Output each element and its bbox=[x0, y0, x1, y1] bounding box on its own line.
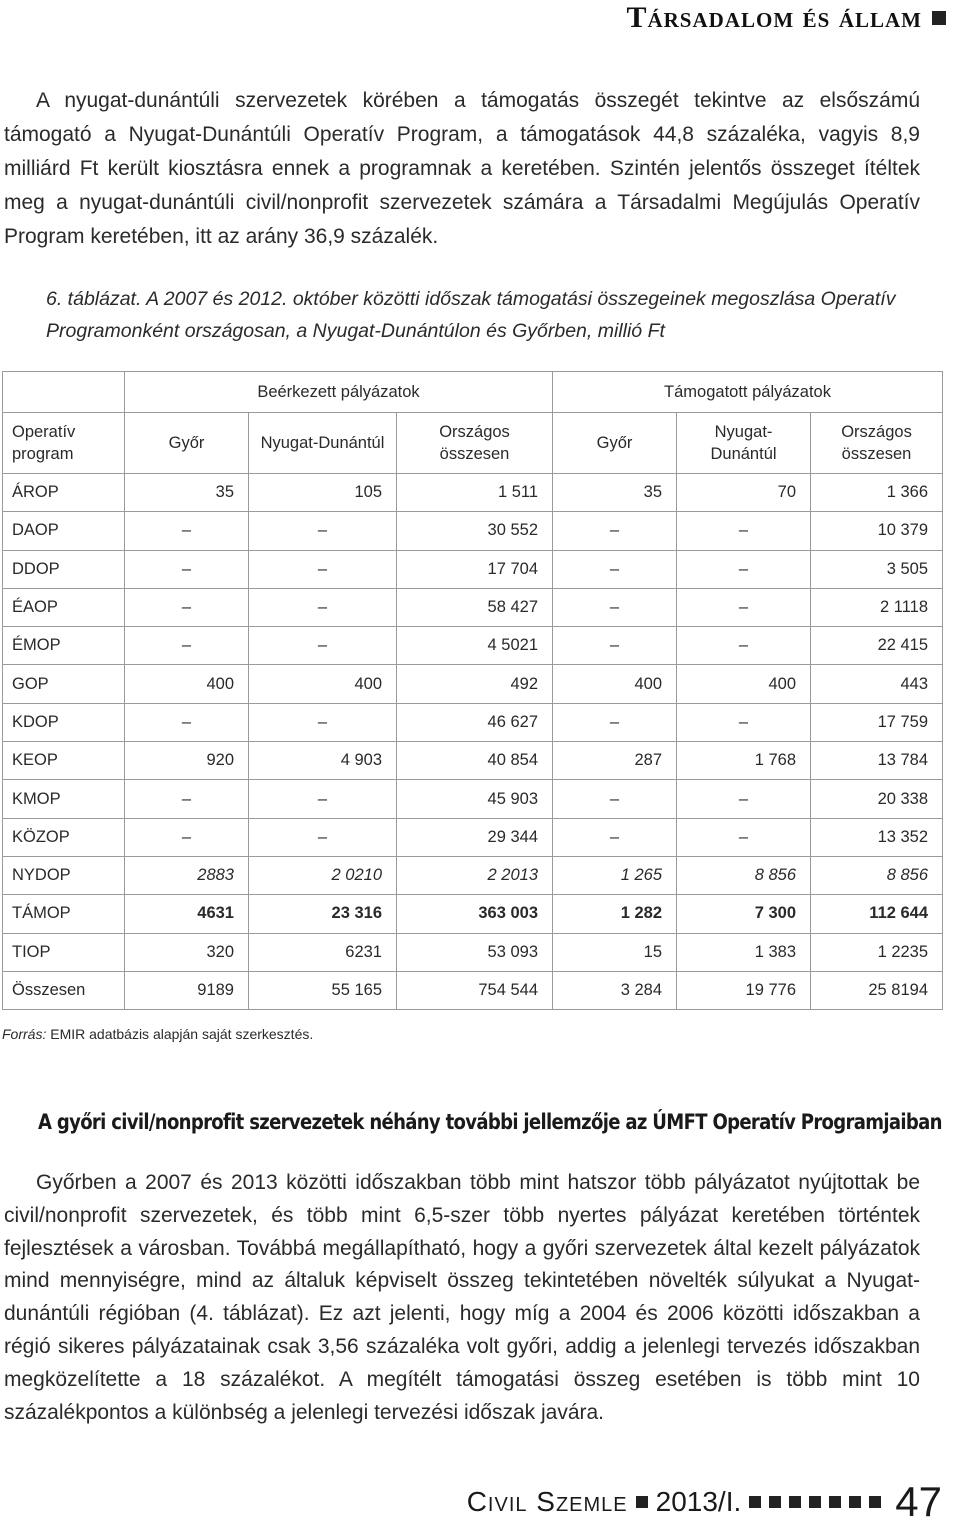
value-cell: 1 265 bbox=[553, 856, 677, 894]
value-cell: 20 338 bbox=[811, 780, 943, 818]
table-row bbox=[3, 856, 943, 894]
program-name-cell: TIOP bbox=[3, 933, 125, 971]
value-cell: 6231 bbox=[249, 933, 397, 971]
value-cell: – bbox=[677, 703, 811, 741]
value-cell: – bbox=[553, 512, 677, 550]
value-cell: – bbox=[677, 512, 811, 550]
value-cell: 17 704 bbox=[397, 550, 553, 588]
square-bullet-icon bbox=[636, 1496, 648, 1508]
value-cell: 754 544 bbox=[397, 971, 553, 1009]
intro-paragraph bbox=[4, 84, 920, 254]
value-cell: 35 bbox=[125, 474, 249, 512]
value-cell: 1 366 bbox=[811, 474, 943, 512]
column-header: Országos összesen bbox=[397, 413, 553, 474]
value-cell: 492 bbox=[397, 665, 553, 703]
issue-number: 2013/I. bbox=[655, 1486, 742, 1517]
value-cell: – bbox=[249, 627, 397, 665]
column-header: Győr bbox=[125, 413, 249, 474]
value-cell: – bbox=[125, 703, 249, 741]
column-header: Győr bbox=[553, 413, 677, 474]
value-cell: 2883 bbox=[125, 856, 249, 894]
value-cell: 2 1118 bbox=[811, 588, 943, 626]
page-footer bbox=[467, 1480, 942, 1524]
value-cell: – bbox=[677, 588, 811, 626]
value-cell: 19 776 bbox=[677, 971, 811, 1009]
value-cell: – bbox=[125, 780, 249, 818]
section-heading: A győri civil/nonprofit szervezetek néhány további jellemzője az ÚMFT Operatív Programjaiban bbox=[38, 1110, 942, 1134]
table-row bbox=[3, 818, 943, 856]
table-row bbox=[3, 780, 943, 818]
value-cell: 45 903 bbox=[397, 780, 553, 818]
value-cell: 1 768 bbox=[677, 742, 811, 780]
value-cell: 8 856 bbox=[811, 856, 943, 894]
value-cell: – bbox=[553, 588, 677, 626]
program-name-cell: ÁROP bbox=[3, 474, 125, 512]
source-label: Forrás: bbox=[2, 1026, 47, 1042]
program-name-cell: GOP bbox=[3, 665, 125, 703]
square-bullet-icon bbox=[849, 1496, 861, 1508]
square-bullet-icon bbox=[932, 11, 946, 25]
page-number: 47 bbox=[895, 1478, 942, 1525]
table-row bbox=[3, 703, 943, 741]
value-cell: 46 627 bbox=[397, 703, 553, 741]
journal-name: Civil Szemle bbox=[466, 1486, 628, 1517]
value-cell: – bbox=[249, 550, 397, 588]
table-row bbox=[3, 933, 943, 971]
value-cell: 112 644 bbox=[811, 895, 943, 933]
table-row bbox=[3, 742, 943, 780]
table-row bbox=[3, 895, 943, 933]
value-cell: 7 300 bbox=[677, 895, 811, 933]
value-cell: 1 511 bbox=[397, 474, 553, 512]
value-cell: – bbox=[677, 627, 811, 665]
value-cell: 400 bbox=[677, 665, 811, 703]
value-cell: – bbox=[553, 550, 677, 588]
value-cell: 920 bbox=[125, 742, 249, 780]
value-cell: – bbox=[553, 627, 677, 665]
value-cell: 443 bbox=[811, 665, 943, 703]
program-name-cell: KDOP bbox=[3, 703, 125, 741]
value-cell: 25 8194 bbox=[811, 971, 943, 1009]
body-paragraph-text: Győrben a 2007 és 2013 közötti időszakban több mint hatszor több pályázatot nyújtottak be civil/nonprofit szervezetek, és több mint 6,5-szer több nyertes pályázat keretében történtek fejlesztések a városban. Továbbá megállapítható, hogy a győri szervezetek által kezelt pályázatok mind mennyiségre, mind az általuk képviselt összeg tekintetében növelték súlyukat a Nyugat-dunántúli régióban (4. táblázat). Ez azt jelenti, hogy míg a 2004 és 2006 közötti időszakban a régió sikeres pályázatainak csak 3,56 százaléka volt győri, addig a jelenlegi tervezés időszakban megközelítette a 18 százalékot. A megítélt támogatási összeg esetében is több mint 10 százalékpontos a különbség a jelenlegi tervezési időszak javára. bbox=[4, 1171, 920, 1424]
column-header-program: Operatív program bbox=[3, 413, 125, 474]
value-cell: – bbox=[125, 512, 249, 550]
value-cell: – bbox=[677, 818, 811, 856]
value-cell: 70 bbox=[677, 474, 811, 512]
value-cell: 320 bbox=[125, 933, 249, 971]
value-cell: 35 bbox=[553, 474, 677, 512]
value-cell: 23 316 bbox=[249, 895, 397, 933]
value-cell: – bbox=[249, 818, 397, 856]
square-bullet-icon bbox=[869, 1496, 881, 1508]
value-cell: 400 bbox=[249, 665, 397, 703]
square-bullet-icon bbox=[789, 1496, 801, 1508]
value-cell: – bbox=[125, 818, 249, 856]
program-name-cell: KMOP bbox=[3, 780, 125, 818]
program-name-cell: Összesen bbox=[3, 971, 125, 1009]
body-paragraph bbox=[4, 1167, 920, 1429]
square-bullet-icon bbox=[829, 1496, 841, 1508]
table-row bbox=[3, 627, 943, 665]
program-name-cell: ÉMOP bbox=[3, 627, 125, 665]
value-cell: – bbox=[677, 550, 811, 588]
value-cell: – bbox=[125, 550, 249, 588]
table-row bbox=[3, 474, 943, 512]
program-name-cell: DAOP bbox=[3, 512, 125, 550]
program-name-cell: KEOP bbox=[3, 742, 125, 780]
value-cell: – bbox=[249, 780, 397, 818]
value-cell: 1 383 bbox=[677, 933, 811, 971]
value-cell: 400 bbox=[125, 665, 249, 703]
column-header: Nyugat-Dunántúl bbox=[677, 413, 811, 474]
value-cell: – bbox=[125, 627, 249, 665]
value-cell: 4 5021 bbox=[397, 627, 553, 665]
square-bullet-icon bbox=[809, 1496, 821, 1508]
value-cell: 105 bbox=[249, 474, 397, 512]
source-text: EMIR adatbázis alapján saját szerkesztés. bbox=[50, 1026, 314, 1042]
program-name-cell: DDOP bbox=[3, 550, 125, 588]
value-cell: 287 bbox=[553, 742, 677, 780]
value-cell: 53 093 bbox=[397, 933, 553, 971]
value-cell: – bbox=[249, 512, 397, 550]
table-caption: 6. táblázat. A 2007 és 2012. október közötti időszak támogatási összegeinek megoszlása Operatív Programonként országosan, a Nyugat-Dunántúlon és Győrben, millió Ft bbox=[46, 288, 896, 342]
intro-paragraph-text: A nyugat-dunántúli szervezetek körében a támogatás összegét tekintve az elsőszámú támogató a Nyugat-Dunántúli Operatív Program, a támogatások 44,8 százaléka, vagyis 8,9 milliárd Ft került kiosztásra ennek a programnak a keretében. Szintén jelentős összeget ítéltek meg a nyugat-dunántúli civil/nonprofit szervezetek számára a Társadalmi Megújulás Operatív Program keretében, itt az arány 36,9 százalék. bbox=[4, 89, 920, 248]
table-row bbox=[3, 588, 943, 626]
value-cell: 1 2235 bbox=[811, 933, 943, 971]
program-name-cell: ÉAOP bbox=[3, 588, 125, 626]
value-cell: 3 284 bbox=[553, 971, 677, 1009]
value-cell: 29 344 bbox=[397, 818, 553, 856]
value-cell: 58 427 bbox=[397, 588, 553, 626]
column-header: Országos összesen bbox=[811, 413, 943, 474]
value-cell: 400 bbox=[553, 665, 677, 703]
value-cell: 30 552 bbox=[397, 512, 553, 550]
program-name-cell: KÖZOP bbox=[3, 818, 125, 856]
value-cell: 4 903 bbox=[249, 742, 397, 780]
value-cell: 22 415 bbox=[811, 627, 943, 665]
value-cell: 2 2013 bbox=[397, 856, 553, 894]
square-bullet-icon bbox=[769, 1496, 781, 1508]
value-cell: 13 784 bbox=[811, 742, 943, 780]
value-cell: – bbox=[553, 818, 677, 856]
value-cell: – bbox=[677, 780, 811, 818]
value-cell: 17 759 bbox=[811, 703, 943, 741]
section-title: Társadalom és állam bbox=[626, 1, 922, 34]
value-cell: – bbox=[249, 588, 397, 626]
table-row bbox=[3, 665, 943, 703]
table-row bbox=[3, 550, 943, 588]
corner-cell bbox=[3, 372, 125, 413]
support-table bbox=[2, 371, 943, 1010]
value-cell: – bbox=[553, 780, 677, 818]
value-cell: 55 165 bbox=[249, 971, 397, 1009]
value-cell: 4631 bbox=[125, 895, 249, 933]
group-header-supported: Támogatott pályázatok bbox=[553, 372, 943, 413]
square-bullet-icon bbox=[749, 1496, 761, 1508]
program-name-cell: NYDOP bbox=[3, 856, 125, 894]
column-header-row bbox=[3, 413, 943, 474]
table-row bbox=[3, 971, 943, 1009]
value-cell: 8 856 bbox=[677, 856, 811, 894]
running-header bbox=[626, 0, 946, 36]
value-cell: 15 bbox=[553, 933, 677, 971]
column-header: Nyugat-Dunántúl bbox=[249, 413, 397, 474]
value-cell: 3 505 bbox=[811, 550, 943, 588]
program-name-cell: TÁMOP bbox=[3, 895, 125, 933]
table-row bbox=[3, 512, 943, 550]
group-header-received: Beérkezett pályázatok bbox=[125, 372, 553, 413]
value-cell: 1 282 bbox=[553, 895, 677, 933]
value-cell: 40 854 bbox=[397, 742, 553, 780]
value-cell: – bbox=[553, 703, 677, 741]
value-cell: 363 003 bbox=[397, 895, 553, 933]
value-cell: – bbox=[125, 588, 249, 626]
source-note bbox=[2, 1026, 313, 1042]
value-cell: – bbox=[249, 703, 397, 741]
value-cell: 9189 bbox=[125, 971, 249, 1009]
group-header-row bbox=[3, 372, 943, 413]
value-cell: 2 0210 bbox=[249, 856, 397, 894]
value-cell: 10 379 bbox=[811, 512, 943, 550]
value-cell: 13 352 bbox=[811, 818, 943, 856]
